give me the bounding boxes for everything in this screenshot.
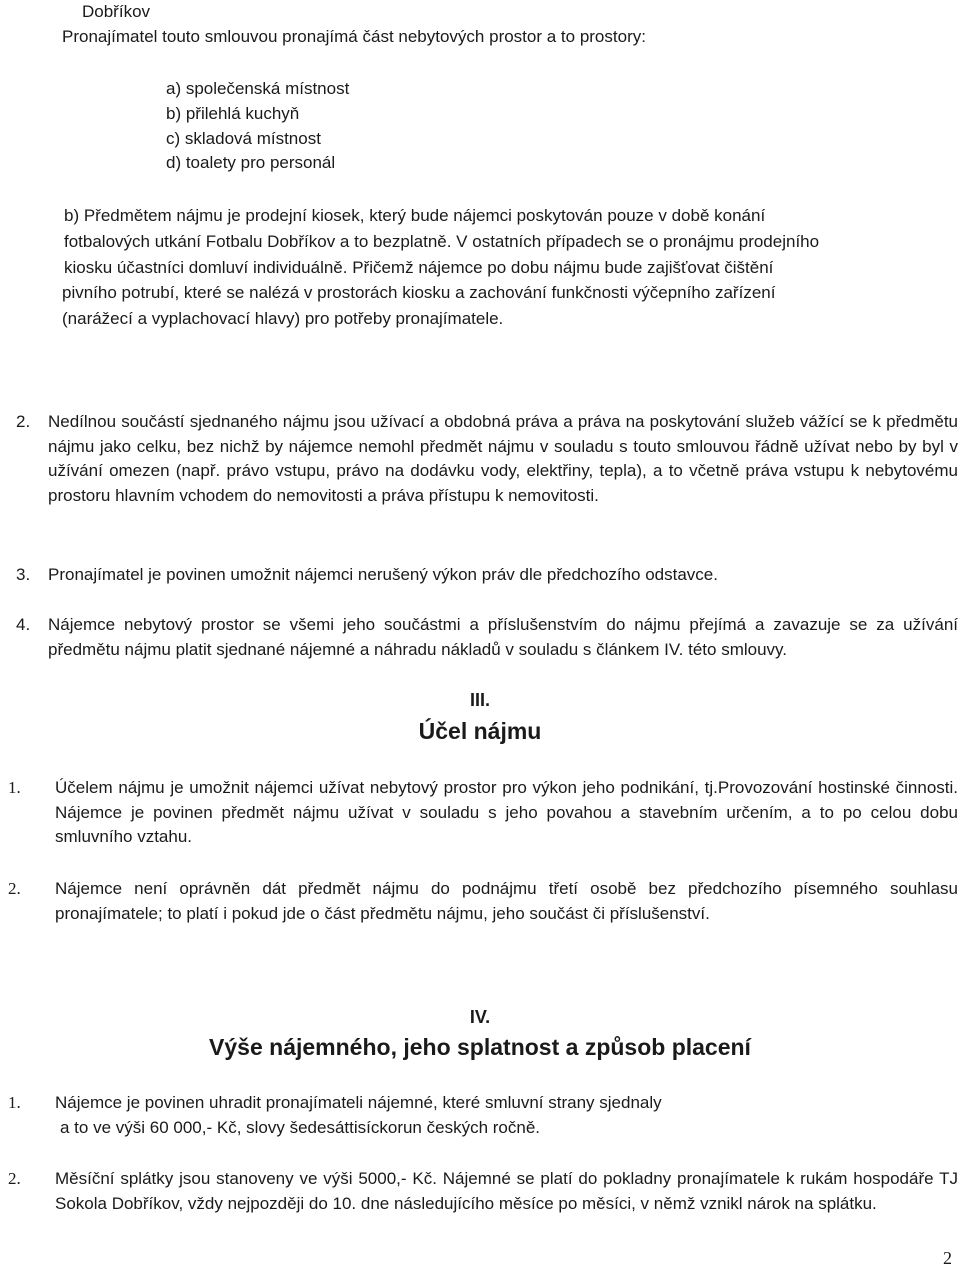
room-item-b: b) přilehlá kuchyň	[166, 104, 300, 123]
article-3-p2-text	[55, 877, 958, 926]
intro-line: Pronajímatel touto smlouvou pronajímá část nebytových prostor a to prostory:	[62, 27, 646, 46]
paragraph-4-text	[48, 613, 958, 662]
paragraph-3-text: Pronajímatel je povinen umožnit nájemci nerušený výkon práv dle předchozího odstavce.	[48, 565, 718, 584]
article-3-number: III.	[469, 690, 490, 710]
article-3-p2-number: 2.	[8, 879, 21, 898]
kiosk-line-3: kiosku účastníci domluví individuálně. Přičemž nájemce po dobu nájmu bude zajišťovat čištění	[64, 258, 774, 277]
room-item-c: c) skladová místnost	[166, 129, 321, 148]
article-4-p1-line-2: a to ve výši 60 000,- Kč, slovy šedesáttisíckorun českých ročně.	[60, 1118, 540, 1137]
paragraph-2-body: Nedílnou součástí sjednaného nájmu jsou užívací a obdobná práva a práva na poskytování služeb vážící se k předmětu nájmu jako celku, bez nichž by nájemce nemohl předmět nájmu v souladu s touto smlouvou řádně užívat nebo by byl v užívání omezen (např. právo vstupu, právo na dodávku vody, elektřiny, tepla), a to včetně práva vstupu k nebytovému prostoru hlavním vchodem do nemovitosti a práva přístupu k nemovitosti.	[48, 412, 958, 505]
paragraph-4-number: 4.	[16, 615, 31, 634]
kiosk-line-2: fotbalových utkání Fotbalu Dobříkov a to bezplatně. V ostatních případech se o pronájmu prodejního	[64, 232, 820, 251]
article-4-number: IV.	[469, 1007, 491, 1027]
paragraph-2-text	[48, 410, 958, 508]
article-4-p2-body: Měsíční splátky jsou stanoveny ve výši 5000,- Kč. Nájemné se platí do pokladny pronajímatele k rukám hospodáře TJ Sokola Dobříkov, vždy nejpozději do 10. dne následujícího měsíce po měsíci, v němž vznikl nárok na splátku.	[55, 1169, 958, 1213]
article-4-p1-number: 1.	[8, 1093, 21, 1112]
location-line: Dobříkov	[82, 2, 151, 21]
kiosk-line-4: pivního potrubí, které se nalézá v prostorách kiosku a zachování funkčnosti výčepního zařízení	[62, 283, 776, 302]
article-3-title: Účel nájmu	[418, 718, 542, 744]
page-number: 2	[943, 1248, 952, 1268]
paragraph-3-number: 3.	[16, 565, 31, 584]
paragraph-4-body: Nájemce nebytový prostor se všemi jeho součástmi a příslušenstvím do nájmu přejímá a zavazuje se za užívání předmětu nájmu platit sjednané nájemné a náhradu nákladů v souladu s článkem IV. této smlouvy.	[48, 615, 958, 659]
article-4-p2-text	[55, 1167, 958, 1216]
article-4-p1-line-1: Nájemce je povinen uhradit pronajímateli nájemné, které smluvní strany sjednaly	[55, 1093, 662, 1112]
article-4-title: Výše nájemného, jeho splatnost a způsob placení	[209, 1034, 751, 1060]
room-item-a: a) společenská místnost	[166, 79, 350, 98]
room-item-d: d) toalety pro personál	[166, 153, 336, 172]
article-4-p2-number: 2.	[8, 1169, 21, 1188]
kiosk-line-5: (narážecí a vyplachovací hlavy) pro potřeby pronajímatele.	[62, 309, 504, 328]
article-3-p1-text	[55, 776, 958, 850]
article-3-p1-number: 1.	[8, 778, 21, 797]
paragraph-2-number: 2.	[16, 412, 31, 431]
article-3-p1-body: Účelem nájmu je umožnit nájemci užívat nebytový prostor pro výkon jeho podnikání, tj.Provozování hostinské činnosti. Nájemce je povinen předmět nájmu užívat v souladu s jeho povahou a stavebním určením, a to po celou dobu smluvního vztahu.	[55, 778, 958, 846]
article-3-p2-body: Nájemce není oprávněn dát předmět nájmu do podnájmu třetí osobě bez předchozího písemného souhlasu pronajímatele; to platí i pokud jde o část předmětu nájmu, jeho součást či příslušenství.	[55, 879, 958, 923]
kiosk-line-1: b) Předmětem nájmu je prodejní kiosek, který bude nájemci poskytován pouze v době konání	[64, 206, 766, 225]
